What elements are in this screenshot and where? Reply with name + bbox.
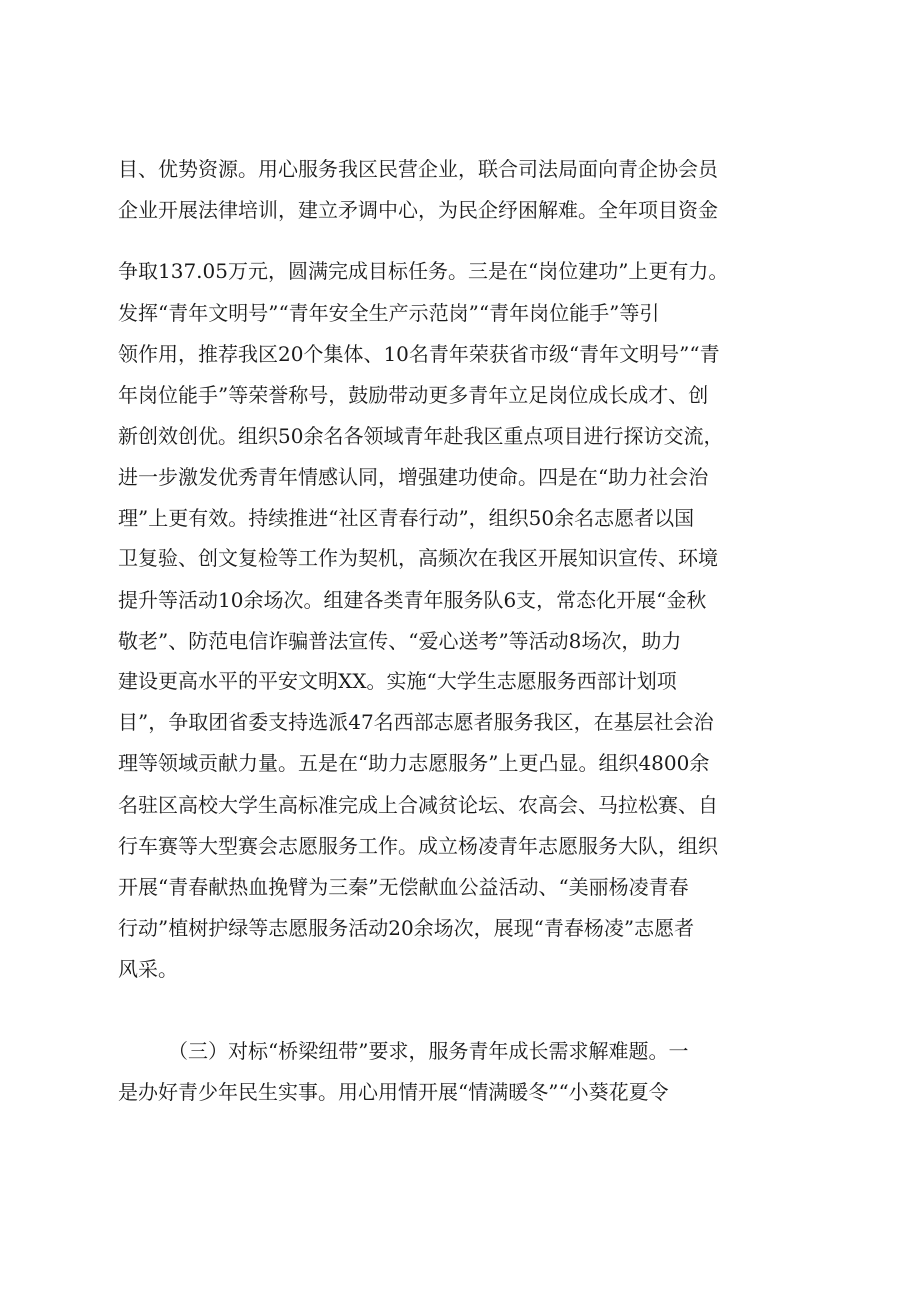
body-text-line: 新创效创优。组织50余名各领域青年赴我区重点项目进行探访交流，	[118, 424, 724, 448]
body-text-line: 发挥“青年文明号”“青年安全生产示范岗”“青年岗位能手”等引	[118, 301, 660, 325]
body-text-line: 理等领域贡献力量。五是在“助力志愿服务”上更凸显。组织4800余	[118, 751, 710, 775]
body-text-line: 领作用，推荐我区20个集体、10名青年荣获省市级“青年文明号”“青	[118, 342, 720, 366]
body-text-line: 争取137.05万元，圆满完成目标任务。三是在“岗位建功”上更有力。	[118, 259, 729, 283]
body-text-line: 名驻区高校大学生高标准完成上合减贫论坛、农高会、马拉松赛、自	[118, 793, 718, 817]
body-text-line: 开展“青春献热血挽臂为三秦”无偿献血公益活动、“美丽杨凌青春	[118, 875, 689, 899]
body-text-line: 行动”植树护绿等志愿服务活动20余场次，展现“青春杨凌”志愿者	[118, 916, 695, 940]
body-text-line: 目、优势资源。用心服务我区民营企业，联合司法局面向青企协会员	[118, 157, 718, 181]
body-text-line: 理”上更有效。持续推进“社区青春行动”，组织50余名志愿者以国	[118, 506, 695, 530]
body-text-line: 年岗位能手”等荣誉称号，鼓励带动更多青年立足岗位成长成才、创	[118, 383, 709, 407]
body-text-line: 企业开展法律培训，建立矛调中心，为民企纾困解难。全年项目资金	[118, 198, 718, 222]
body-text-line: 建设更高水平的平安文明XX。实施“大学生志愿服务西部计划项	[118, 669, 677, 693]
body-text-line: 行车赛等大型赛会志愿服务工作。成立杨凌青年志愿服务大队，组织	[118, 834, 718, 858]
body-text-line: 是办好青少年民生实事。用心用情开展“情满暖冬”“小葵花夏令	[118, 1080, 669, 1104]
body-text-line: 进一步激发优秀青年情感认同，增强建功使命。四是在“助力社会治	[118, 465, 709, 489]
body-text-line: 敬老”、防范电信诈骗普法宣传、“爱心送考”等活动8场次，助力	[118, 629, 682, 653]
section-heading-line: （三）对标“桥梁纽带”要求，服务青年成长需求解难题。一	[168, 1039, 689, 1063]
body-text-line: 风采。	[118, 957, 178, 981]
body-text-line: 卫复验、创文复检等工作为契机，高频次在我区开展知识宣传、环境	[118, 546, 718, 570]
body-text-line: 提升等活动10余场次。组建各类青年服务队6支，常态化开展“金秋	[118, 588, 707, 612]
body-text-line: 目”，争取团省委支持选派47名西部志愿者服务我区，在基层社会治	[118, 710, 714, 734]
